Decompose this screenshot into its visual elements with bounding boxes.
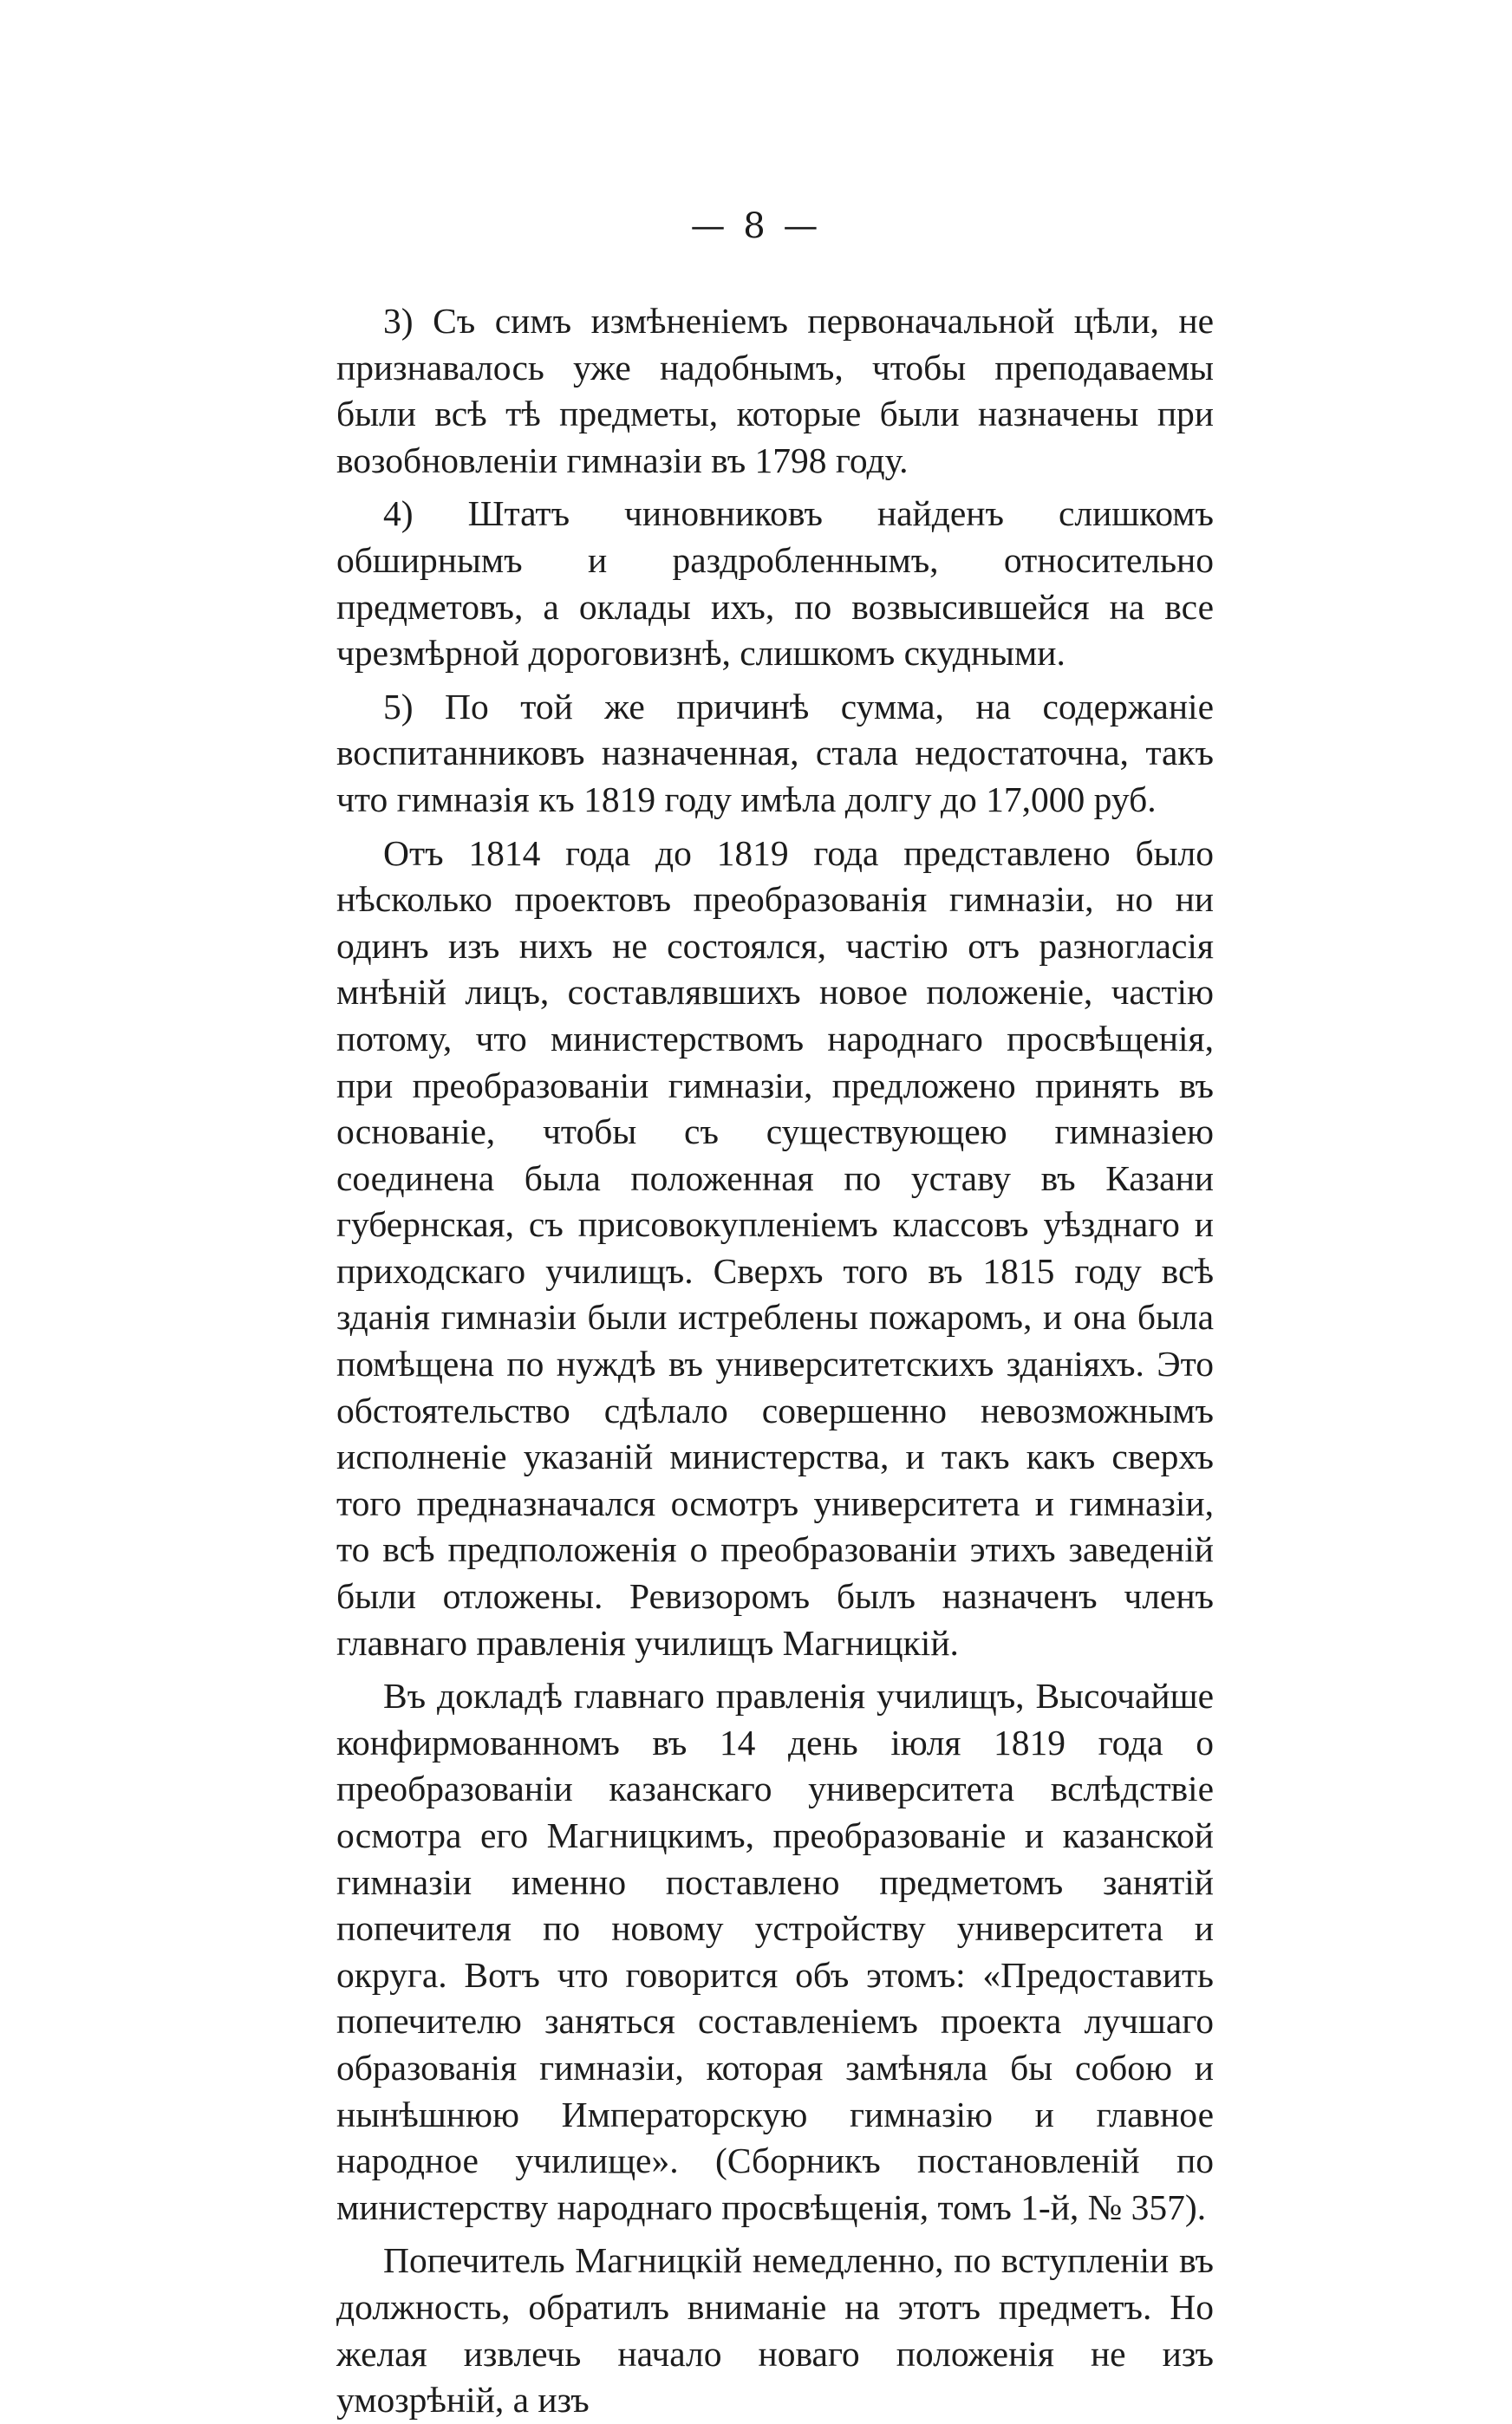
paragraph-4: 4) Штатъ чиновниковъ найденъ слишкомъ обширнымъ и раздробленнымъ, относительно предметовъ, а оклады ихъ, по возвысившейся на все чрезмѣрной дороговизнѣ, слишкомъ скудными. — [336, 493, 1214, 674]
page-number: — 8 — — [690, 206, 822, 246]
paragraph-5: 5) По той же причинѣ сумма, на содержаніе воспитанниковъ назначенная, стала недостаточна, такъ что гимназія къ 1819 году имѣла долгу до 17,000 руб. — [336, 686, 1214, 819]
body-text — [336, 298, 1214, 2424]
paragraph-3: 3) Съ симъ измѣненіемъ первоначальной цѣли, не признавалось уже надобнымъ, чтобы преподаваемы были всѣ тѣ предметы, которые были назначены при возобновленіи гимназіи въ 1798 году. — [336, 301, 1214, 480]
paragraph-report: Въ докладѣ главнаго правленія училищъ, Высочайше конфирмованномъ въ 14 день іюля 1819 года о преобразованіи казанскаго университета вслѣдствіе осмотра его Магницкимъ, преобразованіе и казанской гимназіи именно поставлено предметомъ занятій попечителя по новому устройству университета и округа. Вотъ что говорится объ этомъ: «Предоставить попечителю заняться составленіемъ проекта лучшаго образованія гимназіи, которая замѣняла бы собою и нынѣшнюю Императорскую гимназію и главное народное училище». (Сборникъ постановленій по министерству народнаго просвѣщенія, томъ 1-й, № 357). — [336, 1676, 1214, 2227]
paragraph-magnitsky: Попечитель Магницкій немедленно, по вступленіи въ должность, обратилъ вниманіе на этотъ предметъ. Но желая извлечь начало новаго положенія не изъ умозрѣній, а изъ — [336, 2240, 1214, 2421]
paragraph-projects: Отъ 1814 года до 1819 года представлено было нѣсколько проектовъ преобразованія гимназіи, но ни одинъ изъ нихъ не состоялся, частію отъ разногласія мнѣній лицъ, составлявшихъ новое положеніе, частію потому, что министерствомъ народнаго просвѣщенія, при преобразованіи гимназіи, предложено принять въ основаніе, чтобы съ существующею гимназіею соединена была положенная по уставу въ Казани губернская, съ присовокупленіемъ классовъ уѣзднаго и приходскаго училищъ. Сверхъ того въ 1815 году всѣ зданія гимназіи были истреблены пожаромъ, и она была помѣщена по нуждѣ въ университетскихъ зданіяхъ. Это обстоятельство сдѣлало совершенно невозможнымъ исполненіе указаній министерства, и такъ какъ сверхъ того предназначался осмотръ университета и гимназіи, то всѣ предположенія о преобразованіи этихъ заведеній были отложены. Ревизоромъ былъ назначенъ членъ главнаго правленія училищъ Магницкій. — [336, 832, 1214, 1663]
